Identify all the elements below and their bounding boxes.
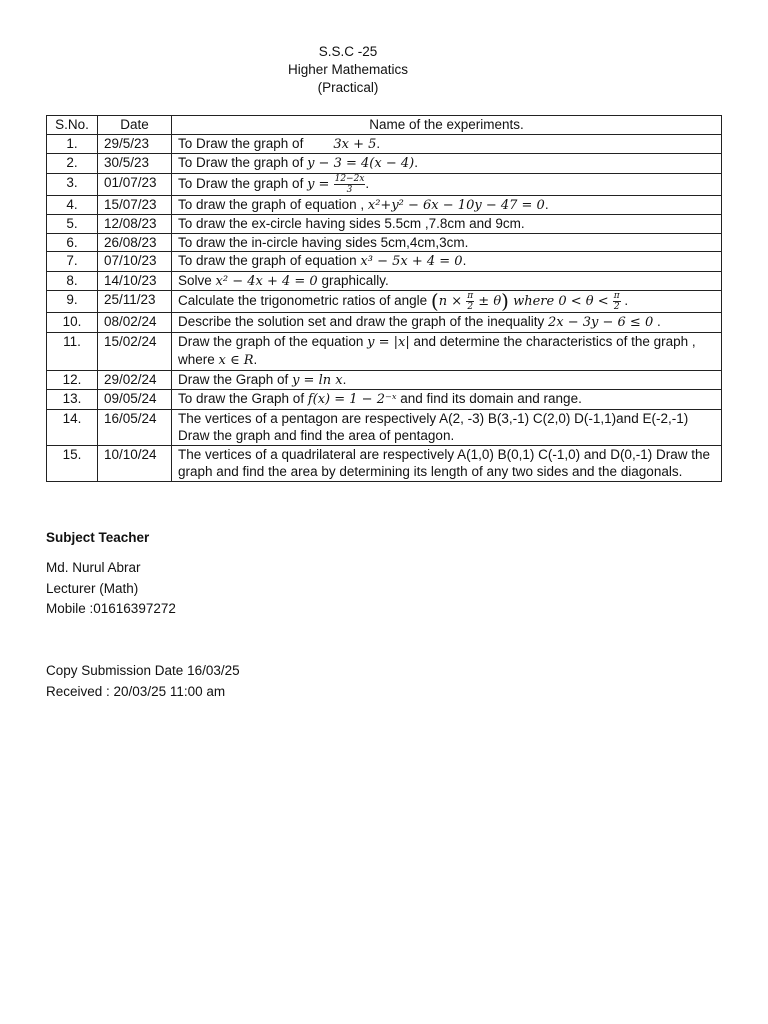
row-number: 15. xyxy=(47,445,98,481)
column-header-name: Name of the experiments. xyxy=(172,116,722,135)
subject-subtitle: (Practical) xyxy=(317,80,379,95)
experiment-name: Solve x² − 4x + 4 = 0 graphically. xyxy=(172,271,722,291)
row-date: 30/5/23 xyxy=(98,154,172,174)
row-number: 10. xyxy=(47,313,98,333)
row-date: 15/07/23 xyxy=(98,195,172,215)
fraction: $\frac{12-2x}{3}$ xyxy=(334,173,365,195)
row-date: 15/02/24 xyxy=(98,332,172,370)
experiment-name: Draw the graph of the equation y = |x| and determine the characteristics of the graph , where x ∈ R. xyxy=(172,332,722,370)
experiment-name: To draw the graph of equation x³ − 5x + 4 = 0. xyxy=(172,252,722,272)
row-number: 8. xyxy=(47,271,98,291)
row-date: 29/02/24 xyxy=(98,370,172,390)
table-row xyxy=(47,233,722,252)
table-row xyxy=(47,332,722,370)
experiment-name: To draw the ex-circle having sides 5.5cm ,7.8cm and 9cm. xyxy=(172,215,722,234)
row-date: 26/08/23 xyxy=(98,233,172,252)
experiment-name: Describe the solution set and draw the graph of the inequality 2x − 3y − 6 ≤ 0 . xyxy=(172,313,722,333)
row-number: 3. xyxy=(47,173,98,195)
received-date: Received : 20/03/25 11:00 am xyxy=(46,684,226,699)
experiment-name: To Draw the graph of 3x + 5. xyxy=(172,134,722,154)
row-number: 9. xyxy=(47,291,98,313)
row-number: 5. xyxy=(47,215,98,234)
fraction: $\frac{\pi}{2}$ xyxy=(613,291,620,312)
row-number: 14. xyxy=(47,409,98,445)
table-row xyxy=(47,409,722,445)
experiment-name: To Draw the graph of y − 3 = 4(x − 4). xyxy=(172,154,722,174)
table-row xyxy=(47,313,722,333)
teacher-name: Md. Nurul Abrar xyxy=(46,560,141,575)
table-row xyxy=(47,154,722,174)
exam-title: S.S.C -25 xyxy=(318,44,378,59)
experiment-name: To draw the in-circle having sides 5cm,4cm,3cm. xyxy=(172,233,722,252)
subject-teacher-heading: Subject Teacher xyxy=(46,530,150,545)
row-number: 12. xyxy=(47,370,98,390)
row-number: 4. xyxy=(47,195,98,215)
table-row xyxy=(47,445,722,481)
row-date: 10/10/24 xyxy=(98,445,172,481)
row-number: 7. xyxy=(47,252,98,272)
experiment-name: To draw the Graph of f(x) = 1 − 2⁻ˣ and find its domain and range. xyxy=(172,390,722,410)
experiment-name: To draw the graph of equation , x²+y² − 6x − 10y − 47 = 0. xyxy=(172,195,722,215)
experiment-name: To Draw the graph of y = $\frac{12-2x}{3}$ . xyxy=(172,173,722,195)
experiments-table xyxy=(46,115,722,482)
column-header-sno: S.No. xyxy=(47,116,98,135)
row-number: 2. xyxy=(47,154,98,174)
row-number: 13. xyxy=(47,390,98,410)
row-date: 07/10/23 xyxy=(98,252,172,272)
table-row xyxy=(47,134,722,154)
row-number: 6. xyxy=(47,233,98,252)
teacher-mobile: Mobile :01616397272 xyxy=(46,601,176,616)
table-row xyxy=(47,252,722,272)
row-date: 09/05/24 xyxy=(98,390,172,410)
table-row xyxy=(47,390,722,410)
row-number: 1. xyxy=(47,134,98,154)
column-header-date: Date xyxy=(98,116,172,135)
table-row xyxy=(47,271,722,291)
row-date: 14/10/23 xyxy=(98,271,172,291)
experiment-name: Calculate the trigonometric ratios of angle (n × $\frac{\pi}{2}$ ± θ) where 0 < θ < $\frac{\pi}{2}$ . xyxy=(172,291,722,313)
experiment-name: The vertices of a quadrilateral are respectively A(1,0) B(0,1) C(-1,0) and D(0,-1) Draw the graph and find the area by determining its length of any two sides and the diagonals. xyxy=(172,445,722,481)
fraction: $\frac{\pi}{2}$ xyxy=(467,291,474,312)
table-row xyxy=(47,291,722,313)
table-row xyxy=(47,370,722,390)
document-header xyxy=(0,43,696,97)
row-date: 08/02/24 xyxy=(98,313,172,333)
table-header-row xyxy=(47,116,722,135)
row-date: 29/5/23 xyxy=(98,134,172,154)
table-row xyxy=(47,173,722,195)
subject-title: Higher Mathematics xyxy=(287,62,409,77)
table-row xyxy=(47,215,722,234)
table-row xyxy=(47,195,722,215)
row-date: 01/07/23 xyxy=(98,173,172,195)
teacher-title: Lecturer (Math) xyxy=(46,581,139,596)
row-date: 12/08/23 xyxy=(98,215,172,234)
row-date: 16/05/24 xyxy=(98,409,172,445)
row-number: 11. xyxy=(47,332,98,370)
copy-submission-date: Copy Submission Date 16/03/25 xyxy=(46,663,240,678)
experiment-name: Draw the Graph of y = ln x. xyxy=(172,370,722,390)
row-date: 25/11/23 xyxy=(98,291,172,313)
experiment-name: The vertices of a pentagon are respectively A(2, -3) B(3,-1) C(2,0) D(-1,1)and E(-2,-1) Draw the graph and find the area of pentagon. xyxy=(172,409,722,445)
